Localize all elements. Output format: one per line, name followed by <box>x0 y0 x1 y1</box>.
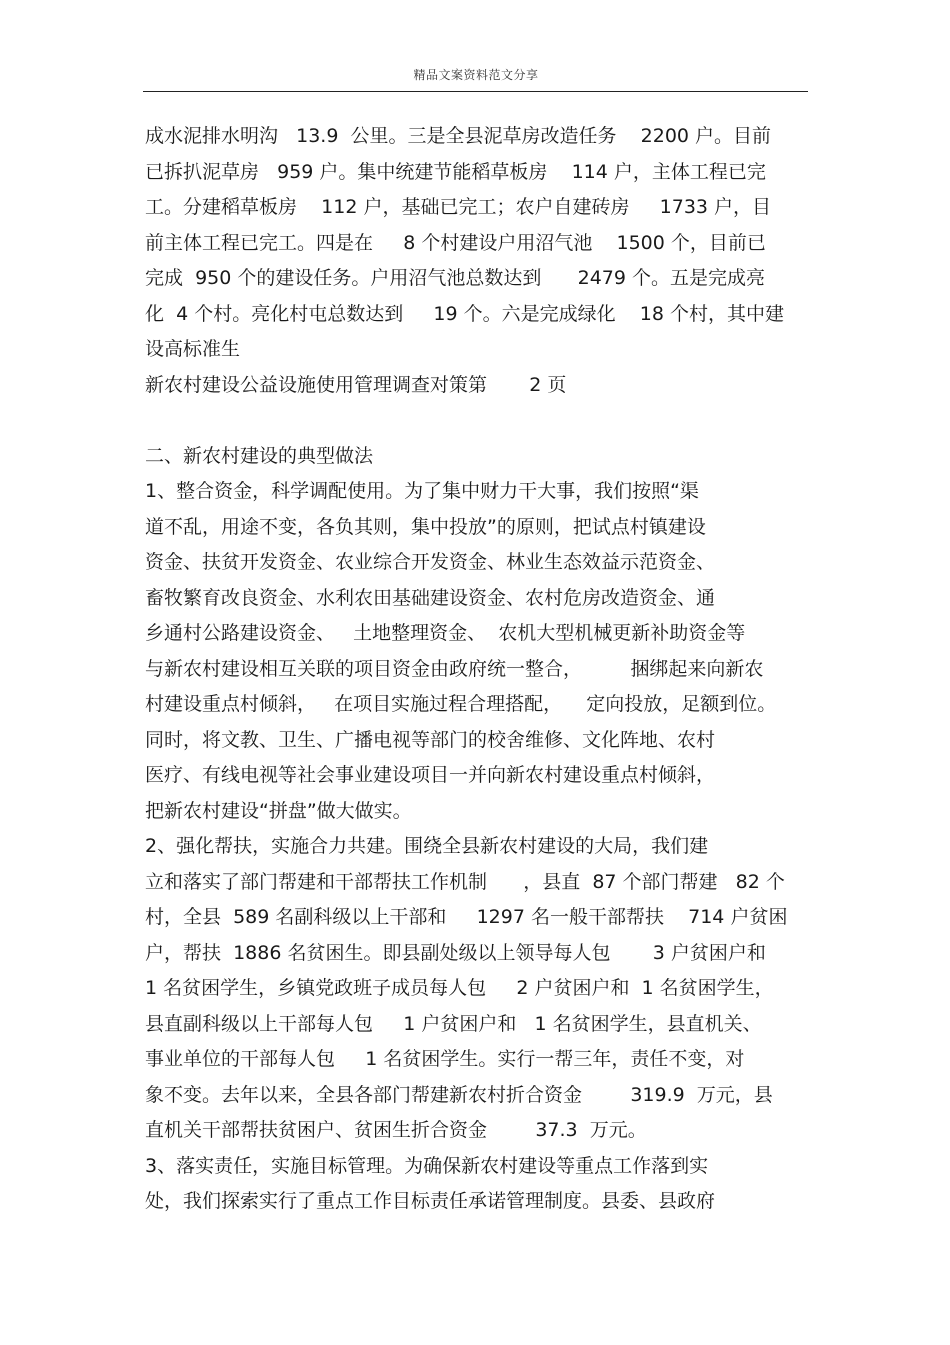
text-line: 化 4 个村。亮化村屯总数达到 19 个。六是完成绿化 18 个村，其中建 <box>145 302 784 325</box>
text-line: 1 名贫困学生，乡镇党政班子成员每人包 2 户贫困户和 1 名贫困学生， <box>145 977 774 999</box>
text-line: 直机关干部帮扶贫困户、贫困生折合资金 37.3 万元。 <box>145 1119 647 1141</box>
text-line: 村，全县 589 名副科级以上干部和 1297 名一般干部帮扶 714 户贫困 <box>145 906 788 928</box>
paragraph-responsibility <box>145 1149 809 1220</box>
text-line: 工。分建稻草板房 112 户，基础已完工；农户自建砖房 1733 户，目 <box>145 196 772 218</box>
text-line: 把新农村建设“拼盘”做大做实。 <box>145 799 412 822</box>
text-line: 1、整合资金，科学调配使用。为了集中财力干大事，我们按照“渠 <box>145 480 699 502</box>
text-line: 同时，将文教、卫生、广播电视等部门的校舍维修、文化阵地、农村 <box>145 728 716 751</box>
text-line: 村建设重点村倾斜， 在项目实施过程合理搭配， 定向投放，足额到位。 <box>145 693 777 715</box>
paragraph-fund-integration <box>145 474 809 829</box>
text-line: 2、强化帮扶，实施合力共建。围绕全县新农村建设的大局，我们建 <box>145 835 709 857</box>
text-line: 象不变。去年以来，全县各部门帮建新农村折合资金 319.9 万元，县 <box>145 1083 773 1106</box>
text-line: 畜牧繁育改良资金、水利农田基础建设资金、农村危房改造资金、通 <box>145 586 716 609</box>
text-line: 立和落实了部门帮建和干部帮扶工作机制 ，县直 87 个部门帮建 82 个 <box>145 870 785 893</box>
text-line: 完成 950 个的建设任务。户用沼气池总数达到 2479 个。五是完成亮 <box>145 267 766 289</box>
page-header: 精品文案资料范文分享 <box>413 68 539 82</box>
text-line: 县直副科级以上干部每人包 1 户贫困户和 1 名贫困学生，县直机关、 <box>145 1012 762 1035</box>
text-line: 设高标准生 <box>145 338 241 360</box>
text-line: 处，我们探索实行了重点工作目标责任承诺管理制度。县委、县政府 <box>145 1190 716 1212</box>
text-line: 医疗、有线电视等社会事业建设项目一并向新农村建设重点村倾斜， <box>145 764 716 786</box>
text-line: 与新农村建设相互关联的项目资金由政府统一整合， 捆绑起来向新农 <box>145 657 764 680</box>
text-line: 户，帮扶 1886 名贫困生。即县副处级以上领导每人包 3 户贫困户和 <box>145 941 766 964</box>
document-body <box>145 119 809 1220</box>
text-line: 前主体工程已完工。四是在 8 个村建设户用沼气池 1500 个，目前已 <box>145 231 766 254</box>
page-number-line: 新农村建设公益设施使用管理调查对策第 2 页 <box>145 373 567 396</box>
section-heading: 二、新农村建设的典型做法 <box>145 444 374 467</box>
paragraph-construction-progress <box>145 119 809 368</box>
text-line: 道不乱，用途不变，各负其则，集中投放”的原则，把试点村镇建设 <box>145 515 706 538</box>
text-line: 成水泥排水明沟 13.9 公里。三是全县泥草房改造任务 2200 户。目前 <box>145 125 772 147</box>
text-line: 已拆扒泥草房 959 户。集中统建节能稻草板房 114 户，主体工程已完 <box>145 160 766 183</box>
text-line: 资金、扶贫开发资金、农业综合开发资金、林业生态效益示范资金、 <box>145 551 716 573</box>
blank-spacer <box>145 403 809 439</box>
text-line: 乡通村公路建设资金、 土地整理资金、 农机大型机械更新补助资金等 <box>145 622 746 644</box>
header-divider <box>143 91 808 92</box>
paragraph-assistance <box>145 829 809 1149</box>
text-line: 3、落实责任，实施目标管理。为确保新农村建设等重点工作落到实 <box>145 1154 709 1177</box>
text-line: 事业单位的干部每人包 1 名贫困学生。实行一帮三年，责任不变，对 <box>145 1048 745 1070</box>
